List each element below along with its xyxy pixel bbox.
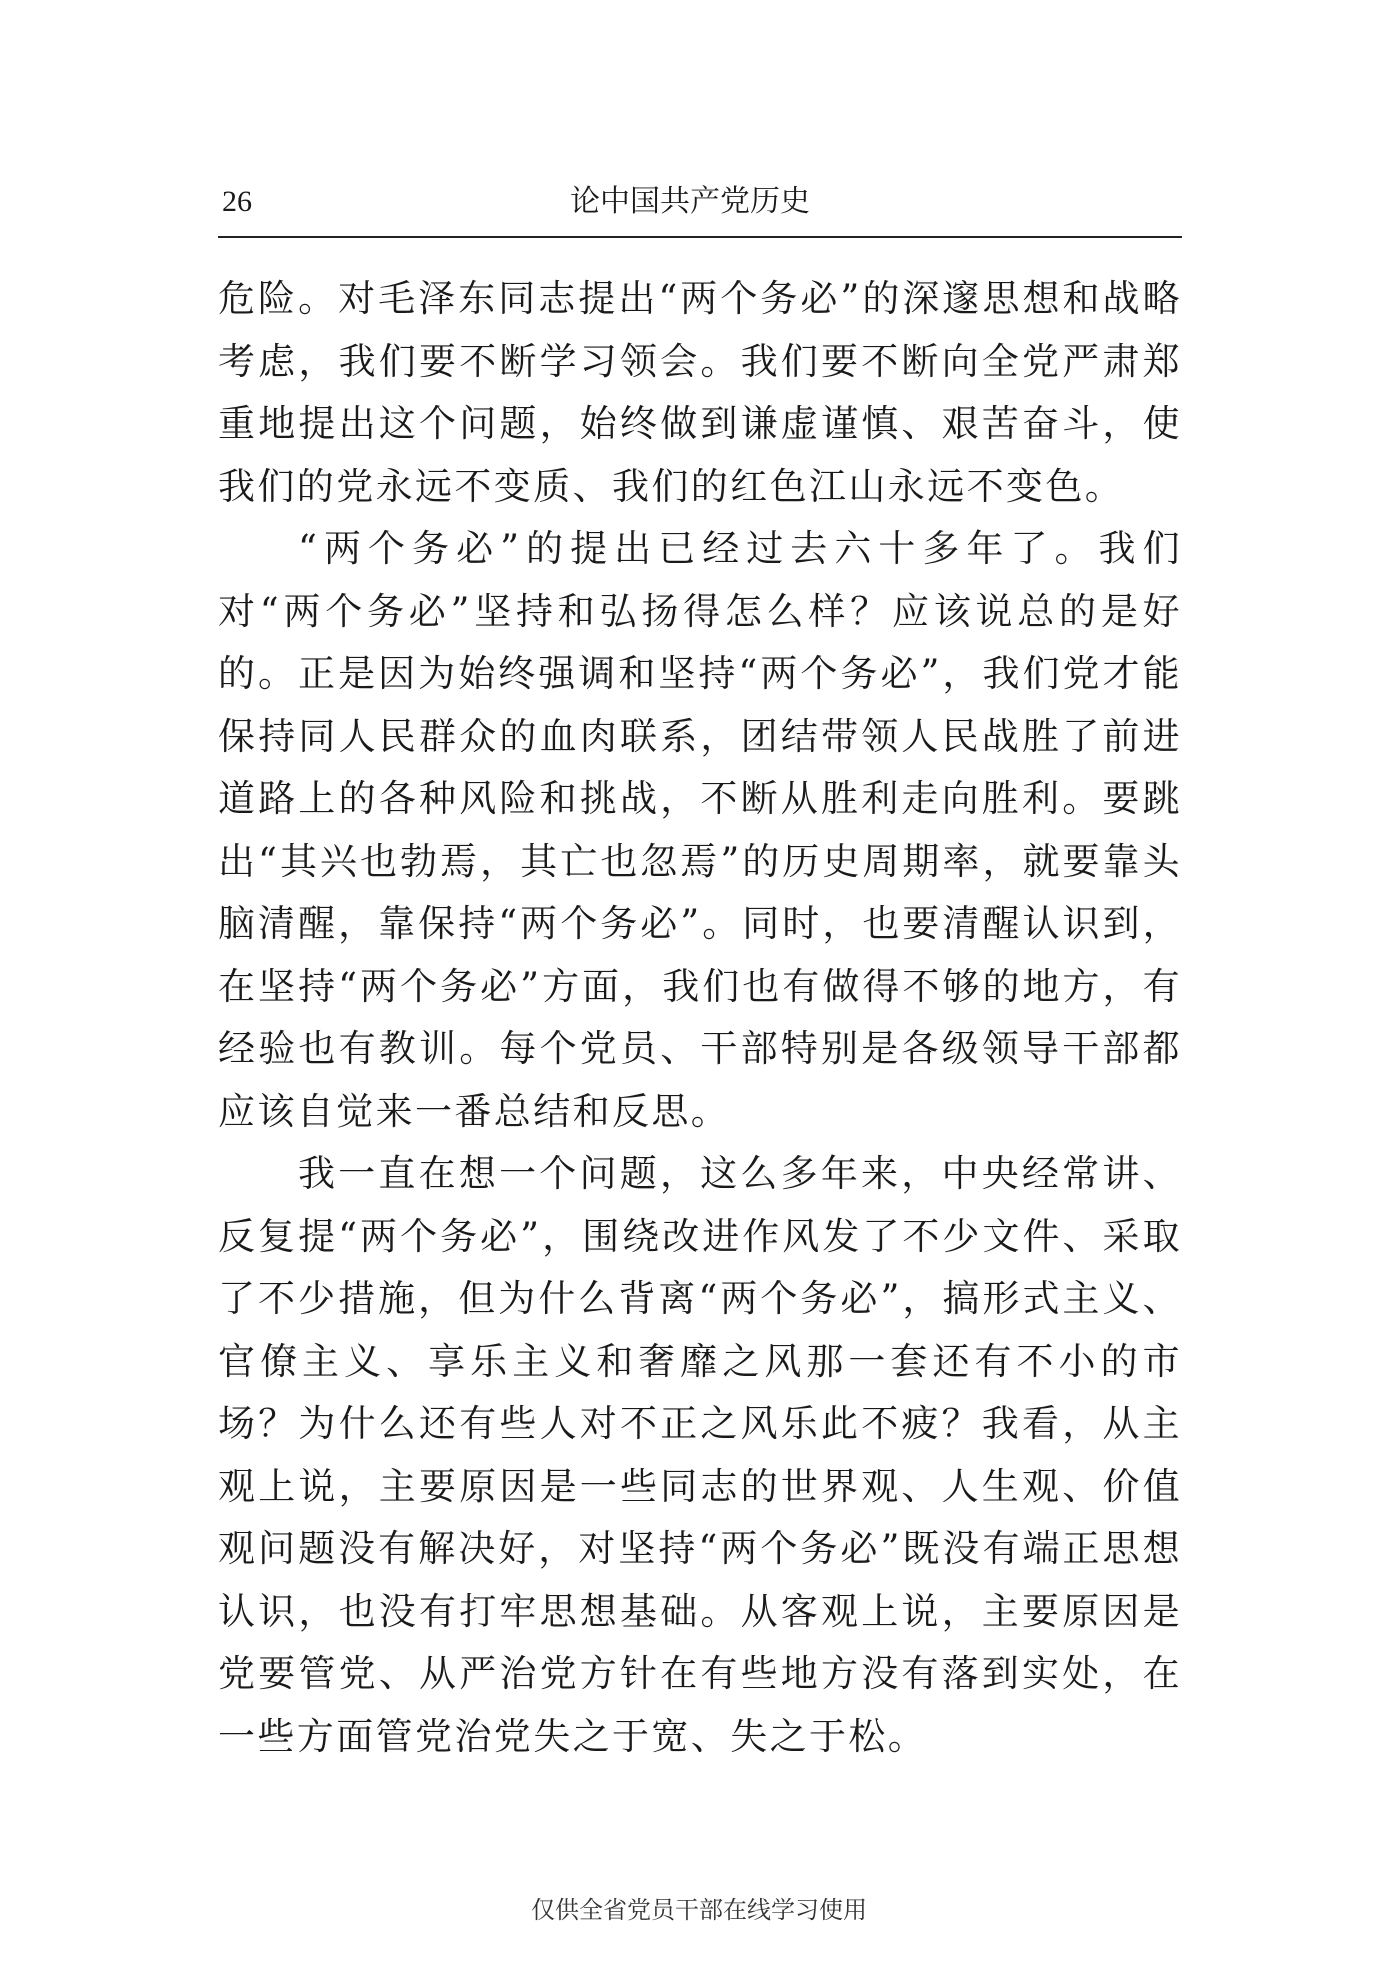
paragraph: 我一直在想一个问题，这么多年来，中央经常讲、反复提“两个务必”，围绕改进作风发了不少文件、采取了不少措施，但为什么背离“两个务必”，搞形式主义、官僚主义、享乐主义和奢靡之风那一套还有不小的市场？为什么还有些人对不正之风乐此不疲？我看，从主观上说，主要原因是一些同志的世界观、人生观、价值观问题没有解决好，对坚持“两个务必”既没有端正思想认识，也没有打牢思想基础。从客观上说，主要原因是党要管党、从严治党方针在有些地方没有落到实处，在一些方面管党治党失之于宽、失之于松。 bbox=[218, 1152, 1182, 1758]
paragraph: “两个务必”的提出已经过去六十多年了。我们对“两个务必”坚持和弘扬得怎么样？应该说总的是好的。正是因为始终强调和坚持“两个务必”，我们党才能保持同人民群众的血肉联系，团结带领人民战胜了前进道路上的各种风险和挑战，不断从胜利走向胜利。要跳出“其兴也勃焉，其亡也忽焉”的历史周期率，就要靠头脑清醒，靠保持“两个务必”。同时，也要清醒认识到，在坚持“两个务必”方面，我们也有做得不够的地方，有经验也有教训。每个党员、干部特别是各级领导干部都应该自觉来一番总结和反思。 bbox=[218, 527, 1182, 1133]
paragraph: 危险。对毛泽东同志提出“两个务必”的深邃思想和战略考虑，我们要不断学习领会。我们要不断向全党严肃郑重地提出这个问题，始终做到谦虚谨慎、艰苦奋斗，使我们的党永远不变质、我们的红色江山永远不变色。 bbox=[218, 277, 1182, 508]
footer-note: 仅供全省党员干部在线学习使用 bbox=[531, 1896, 867, 1924]
page-number: 26 bbox=[222, 185, 252, 218]
running-title: 论中国共产党历史 bbox=[570, 184, 810, 219]
header-rule bbox=[218, 236, 1182, 238]
body-text bbox=[218, 268, 1182, 1768]
